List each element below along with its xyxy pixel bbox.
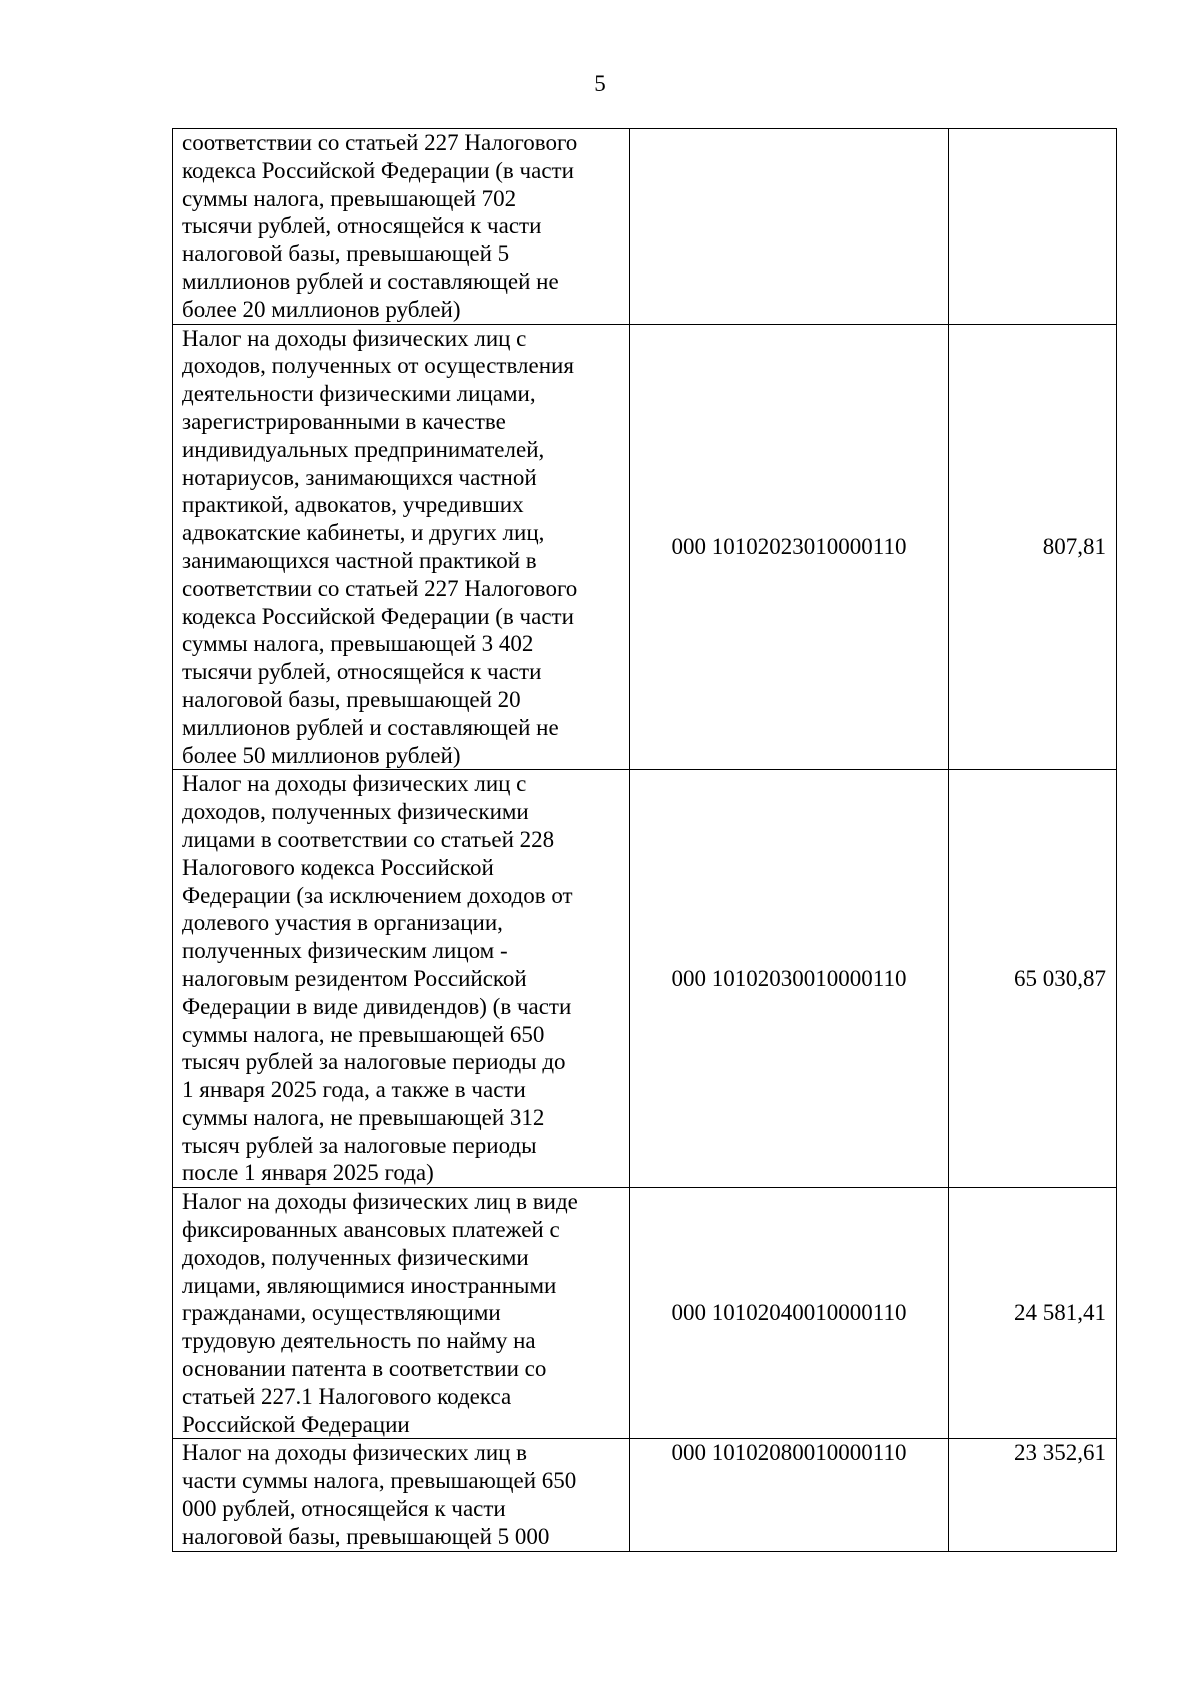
table-row — [173, 324, 1117, 770]
revenue-description-cell: Налог на доходы физических лиц с доходов, полученных от осуществления деятельности физическими лицами, зарегистрированными в качестве индивидуальных предпринимателей, нотариусов, занимающихся частной практикой, адвокатов, учредивших адвокатские кабинеты, и других лиц, занимающихся частной практикой в соответствии со статьей 227 Налогового кодекса Российской Федерации (в части суммы налога, превышающей 3 402 тысячи рублей, относящейся к части налоговой базы, превышающей 20 миллионов рублей и составляющей не более 50 миллионов рублей) — [173, 324, 630, 770]
revenue-description-cell: соответствии со статьей 227 Налогового кодекса Российской Федерации (в части суммы налога, превышающей 702 тысячи рублей, относящейся к части налоговой базы, превышающей 5 миллионов рублей и составляющей не более 20 миллионов рублей) — [173, 129, 630, 325]
classification-code-cell: 000 10102023010000110 — [630, 324, 949, 770]
amount-cell: 23 352,61 — [949, 1439, 1117, 1551]
table-row — [173, 129, 1117, 325]
table-row — [173, 1188, 1117, 1439]
amount-cell: 807,81 — [949, 324, 1117, 770]
revenue-description-cell: Налог на доходы физических лиц в виде фиксированных авансовых платежей с доходов, полученных физическими лицами, являющимися иностранными гражданами, осуществляющими трудовую деятельность по найму на основании патента в соответствии со статьей 227.1 Налогового кодекса Российской Федерации — [173, 1188, 630, 1439]
table-row — [173, 1439, 1117, 1551]
classification-code-cell: 000 10102080010000110 — [630, 1439, 949, 1551]
classification-code-cell — [630, 129, 949, 325]
table-row — [173, 770, 1117, 1188]
amount-cell: 24 581,41 — [949, 1188, 1117, 1439]
revenue-description-cell: Налог на доходы физических лиц с доходов, полученных физическими лицами в соответствии со статьей 228 Налогового кодекса Российской Федерации (за исключением доходов от долевого участия в организации, полученных физическим лицом - налоговым резидентом Российской Федерации в виде дивидендов) (в части суммы налога, не превышающей 650 тысяч рублей за налоговые периоды до 1 января 2025 года, а также в части суммы налога, не превышающей 312 тысяч рублей за налоговые периоды после 1 января 2025 года) — [173, 770, 630, 1188]
budget-revenue-table — [172, 128, 1117, 1552]
classification-code-cell: 000 10102040010000110 — [630, 1188, 949, 1439]
classification-code-cell: 000 10102030010000110 — [630, 770, 949, 1188]
page-number: 5 — [594, 71, 606, 96]
amount-cell — [949, 129, 1117, 325]
revenue-description-cell: Налог на доходы физических лиц в части суммы налога, превышающей 650 000 рублей, относящейся к части налоговой базы, превышающей 5 000 — [173, 1439, 630, 1551]
amount-cell: 65 030,87 — [949, 770, 1117, 1188]
